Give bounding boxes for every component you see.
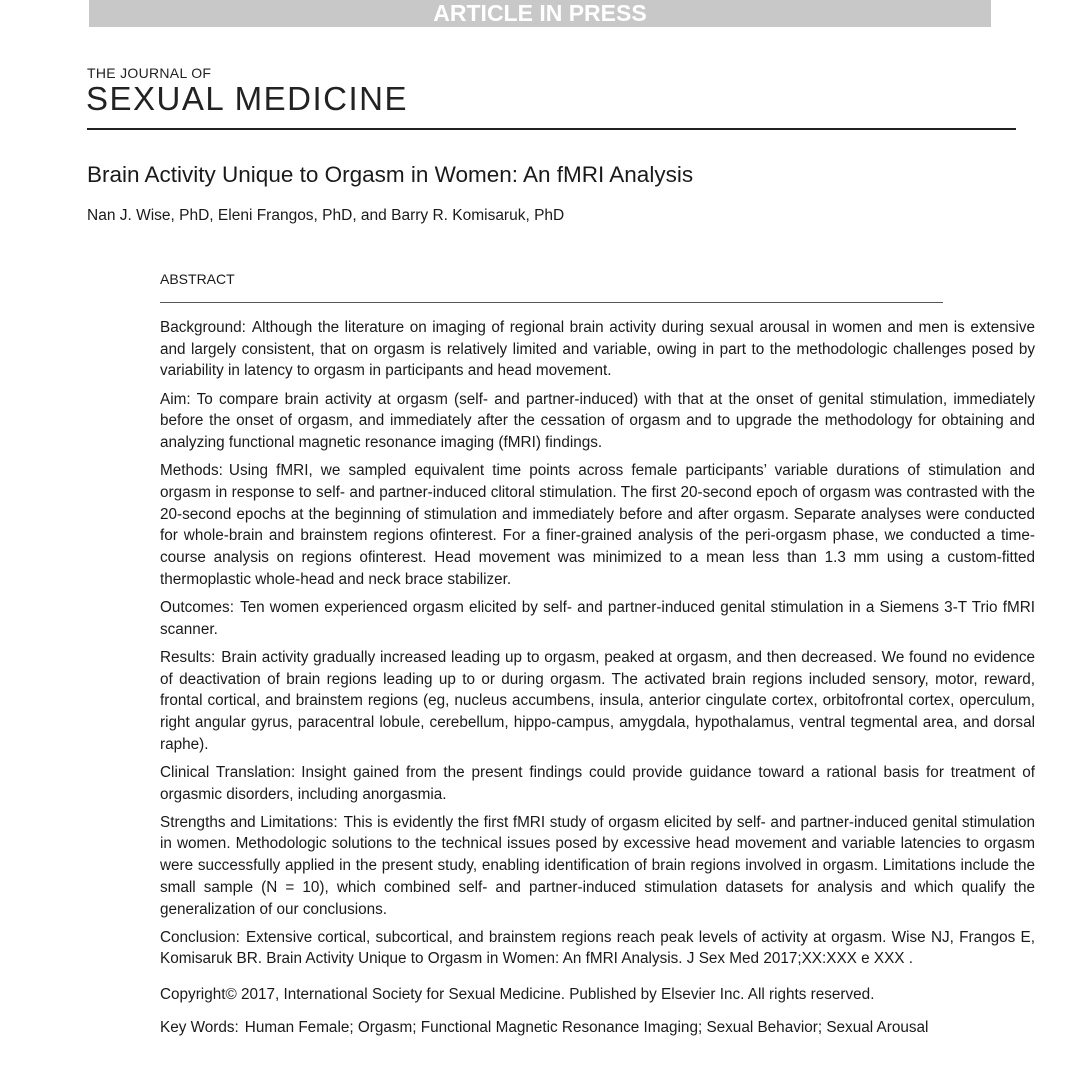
section-label: Outcomes: (160, 598, 234, 616)
journal-name-prefix: THE JOURNAL OF (87, 65, 212, 81)
key-words-text: Human Female; Orgasm; Functional Magnetic Resonance Imaging; Sexual Behavior; Sexual Arousal (244, 1018, 929, 1036)
abstract-clinical-translation (160, 762, 1035, 805)
section-text: Using fMRI, we sampled equivalent time points across female participants’ variable durations of stimulation and orgasm in response to self- and partner-induced clitoral stimulation. The first 20-second epoch of orgasm was contrasted with the 20-second epochs at the beginning of stimulation and immediately before and after orgasm. Separate analyses were conducted for whole-brain and brainstem regions ofinterest. For a finer-grained analysis of the peri-orgasm phase, we conducted a time-course analysis on regions ofinterest. Head movement was minimized to a mean less than 1.3 mm using a custom-fitted thermoplastic whole-head and neck brace stabilizer. (160, 462, 1035, 588)
section-text: Extensive cortical, subcortical, and brainstem regions reach peak levels of activity at orgasm. Wise NJ, Frangos E, Komisaruk BR. Brain Activity Unique to Orgasm in Women: An fMRI Analysis. J Sex Med 2017;XX:XXX e XXX . (160, 928, 1035, 968)
article-title: Brain Activity Unique to Orgasm in Women: An fMRI Analysis (87, 162, 694, 187)
copyright-notice: Copyright© 2017, International Society for Sexual Medicine. Published by Elsevier Inc. All rights reserved. (160, 986, 875, 1004)
abstract-methods (160, 460, 1035, 590)
journal-name: SEXUAL MEDICINE (86, 80, 409, 117)
key-words-label: Key Words: (160, 1018, 239, 1036)
key-words (160, 1017, 1035, 1039)
abstract-divider (160, 302, 943, 303)
section-text: To compare brain activity at orgasm (self- and partner-induced) with that at the onset of genital stimulation, immediately before the onset of orgasm, and immediately after the cessation of orgasm and to upgrade the methodology for obtaining and analyzing functional magnetic resonance imaging (fMRI) findings. (160, 390, 1035, 452)
section-label: Clinical Translation: (160, 763, 296, 781)
section-text: Ten women experienced orgasm elicited by self- and partner-induced genital stimulation in a Siemens 3-T Trio fMRI scanner. (160, 598, 1035, 638)
section-text: Insight gained from the present findings could provide guidance toward a rational basis for treatment of orgasmic disorders, including anorgasmia. (160, 763, 1035, 803)
abstract-aim (160, 389, 1035, 454)
abstract-results (160, 647, 1035, 756)
abstract-body (160, 317, 1035, 1045)
section-label: Methods: (160, 462, 223, 480)
abstract-outcomes (160, 597, 1035, 640)
section-label: Results: (160, 648, 216, 666)
header-divider (87, 128, 1016, 130)
article-authors: Nan J. Wise, PhD, Eleni Frangos, PhD, and Barry R. Komisaruk, PhD (87, 207, 565, 224)
section-text: This is evidently the first fMRI study of orgasm elicited by self- and partner-induced genital stimulation in women. Methodologic solutions to the technical issues posed by excessive head movement and variable latencies to orgasm were successfully applied in the present study, enabling identification of brain regions involved in orgasm. Limitations include the small sample (N = 10), which combined self- and partner-induced stimulation datasets for analysis and which qualify the generalization of our conclusions. (160, 813, 1035, 918)
abstract-conclusion (160, 927, 1035, 970)
section-label: Strengths and Limitations: (160, 813, 338, 831)
section-text: Although the literature on imaging of regional brain activity during sexual arousal in women and men is extensive and largely consistent, that on orgasm is relatively limited and variable, owing in part to the methodologic challenges posed by variability in latency to orgasm in participants and head movement. (160, 319, 1035, 380)
section-label: Aim: (160, 390, 191, 408)
section-label: Background: (160, 319, 246, 336)
article-in-press-banner: ARTICLE IN PRESS (89, 0, 991, 27)
section-label: Conclusion: (160, 928, 240, 946)
abstract-heading: ABSTRACT (160, 271, 235, 287)
abstract-background (160, 317, 1035, 382)
section-text: Brain activity gradually increased leading up to orgasm, peaked at orgasm, and then decreased. We found no evidence of deactivation of brain regions leading up to or during orgasm. The activated brain regions included sensory, motor, reward, frontal cortical, and brainstem regions (eg, nucleus accumbens, insula, anterior cingulate cortex, orbitofrontal cortex, operculum, right angular gyrus, paracentral lobule, cerebellum, hippo-campus, amygdala, hypothalamus, ventral tegmental area, and dorsal raphe). (160, 648, 1035, 753)
abstract-strengths-limitations (160, 812, 1035, 921)
